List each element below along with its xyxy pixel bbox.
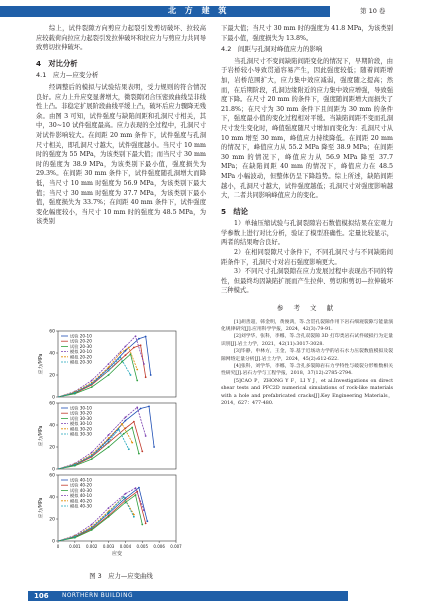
data-point [125, 420, 127, 422]
y-tick-label: 0 [52, 467, 55, 473]
volume-label: 第 10 卷 [360, 7, 386, 15]
data-point [123, 433, 125, 435]
y-tick-label: 60 [49, 329, 55, 335]
y-tick-label: 60 [49, 401, 55, 407]
paragraph: 当孔洞尺寸不变间缺陷间距变化的情况下，早期阶段，由于岩桥较小导致贯通容易产生，因此强度较低；随着间距增加，岩桥范围扩大，应力集中效应减弱，强度随之提高；然而，在后期阶段，孔洞边缘附近的应力集中效应增强，导致强度下降。在尺寸 20 mm 的条件下，强度随间距增大而损失了 21.8%；在尺寸为 30 mm 条件下且间距为 30 mm 的条件下，强度最小值的变化过程相对平缓。当缺陷间距不变而孔洞尺寸发生变化时，峰值强度随尺寸增加而变化为：孔洞尺寸从 10 mm 增至 30 mm，峰值应力持续降低。在间距 20 mm 的情况下，峰值应力从 55.2 MPa 降至 38.9 MPa；在间距 30 mm 的情况下，峰值应力从 56.9 MPa 降至 37.7 MPa；在缺陷间距 40 mm 的情况下，峰值应力在 48.5 MPa 小幅波动，但整体仍呈下降趋势。综上所述，缺陷间距越小，孔洞尺寸越大，试件强度越低；孔洞尺寸对强度影响越大，二者共同影响峰值应力的变化。 [221, 57, 393, 200]
data-point [74, 536, 76, 538]
data-point [136, 380, 138, 382]
stress-strain-figure [36, 327, 206, 567]
data-point [135, 335, 137, 337]
legend-label: 试验 20-30 [70, 343, 92, 349]
subsection-heading: 4.2 间距与孔洞对峰值应力的影响 [221, 45, 323, 54]
y-axis-label: 应力/MPa [39, 353, 44, 375]
page-header [0, 0, 427, 20]
x-tick-label: 0 [56, 544, 60, 549]
data-point [91, 383, 93, 385]
data-point [119, 352, 121, 354]
data-point [91, 455, 93, 457]
legend-label: 模拟 20-20 [70, 354, 92, 360]
data-point [108, 370, 110, 372]
header-bar [0, 6, 330, 17]
data-point [74, 392, 76, 394]
data-point [133, 347, 135, 349]
data-point [141, 451, 143, 453]
data-point [121, 423, 123, 425]
data-point [131, 442, 133, 444]
legend-label: 模拟 40-20 [70, 498, 92, 504]
data-point [145, 435, 147, 437]
data-point [108, 507, 110, 509]
x-axis-label: 应变 [111, 551, 123, 557]
x-tick-label: 0.007 [170, 544, 182, 549]
legend-label: 试验 30-20 [70, 410, 92, 416]
legend-label: 试验 20-10 [70, 333, 92, 339]
conclusion-2: 2）在相同裂隙尺寸条件下，不同孔洞尺寸与不同缺陷间距条件下，孔洞尺寸对岩石强度影响更大。 [221, 249, 393, 266]
data-point [143, 509, 145, 511]
data-point [140, 344, 142, 346]
legend-label: 模拟 30-20 [70, 426, 92, 432]
data-point [108, 441, 110, 443]
figure-svg [36, 327, 206, 567]
y-tick-label: 0 [52, 395, 55, 401]
data-point [138, 453, 140, 455]
y-tick-label: 20 [49, 445, 55, 451]
x-tick-label: 0.001 [69, 544, 81, 549]
data-point [108, 434, 110, 436]
legend-label: 模拟 40-10 [70, 493, 92, 499]
data-point [108, 512, 110, 514]
data-point [128, 448, 130, 450]
y-axis-label: 应力/MPa [39, 425, 44, 447]
legend-label: 模拟 20-30 [70, 359, 92, 365]
legend-label: 试验 30-10 [70, 405, 92, 411]
data-point [108, 366, 110, 368]
x-tick-label: 0.006 [153, 544, 165, 549]
x-tick-label: 0.005 [136, 544, 149, 549]
figure-caption: 图 3 应力—应变曲线 [89, 572, 153, 580]
legend-label: 试验 40-30 [70, 487, 92, 493]
legend-label: 模拟 30-30 [70, 431, 92, 437]
y-tick-label: 20 [49, 517, 55, 523]
data-point [153, 446, 155, 448]
reference-item: [1]胡善超，韩金明，黄俊鸿，等.含贯孔裂隙作用下岩石细观裂隙与能量演化规律研究[J].应用科学学报，2024，42(3):79-91. [221, 319, 393, 333]
legend-label: 模拟 40-30 [70, 503, 92, 509]
y-tick-label: 40 [49, 495, 55, 501]
data-point [108, 363, 110, 365]
data-point [136, 369, 138, 371]
data-point [138, 338, 140, 340]
data-point [135, 494, 137, 496]
y-tick-label: 60 [49, 473, 55, 479]
legend-label: 试验 40-20 [70, 482, 92, 488]
data-point [140, 408, 142, 410]
y-axis-label: 应力/MPa [39, 497, 44, 519]
reference-item: [2]刘学华，张科，李娜，等.含孔双裂隙 3D 打印类岩石试件破损行为定量识别[J].岩土力学，2021，42(11):3017-3028. [221, 334, 393, 347]
legend-label: 模拟 30-10 [70, 421, 92, 427]
reference-item: [4]张科，刘学华，李娜，等.含孔多裂隙岩石力学特性与破裂分形维数相关性研究[J].岩石力学与工程学报，2018，37(12):2785-2794. [221, 364, 393, 377]
paragraph: 下最大值；当尺寸 30 mm 时的强度为 41.8 MPa，为该类别下最小值，强度损失为 13.8%。 [221, 25, 393, 42]
data-point [128, 347, 130, 349]
references-title: 参 考 文 献 [276, 304, 338, 313]
x-tick-label: 0.004 [119, 544, 132, 549]
data-point [91, 527, 93, 529]
y-tick-label: 20 [49, 373, 55, 379]
data-point [108, 437, 110, 439]
data-point [145, 376, 147, 378]
data-point [131, 427, 133, 429]
data-point [108, 516, 110, 518]
journal-name: 北 方 建 筑 [168, 6, 230, 15]
data-point [91, 524, 93, 526]
data-point [74, 464, 76, 466]
legend-label: 试验 40-10 [70, 477, 92, 483]
series-line [58, 429, 129, 469]
subsection-heading: 4.1 应力—应变分析 [36, 71, 99, 80]
data-point [135, 487, 137, 489]
paragraph: 综上，试件裂隙方向剪应力起裂引发剪切破坏、拉较高应较载荷向拉应力起裂引发拉伸破坏和拉应力与剪应力共同导致剪切拉伸破坏。 [36, 25, 207, 52]
page-number: 106 [34, 592, 49, 600]
conclusion-3: 3）不同尺寸孔洞裂隙在应力发展过程中表现出不同的特性，但最终均因缺陷扩展而产生拉伸、剪切和剪切—拉伸破坏三种模式。 [221, 268, 393, 295]
data-point [125, 493, 127, 495]
y-tick-label: 40 [49, 423, 55, 429]
data-point [150, 374, 152, 376]
data-point [145, 523, 147, 525]
data-point [123, 496, 125, 498]
reference-item: [3]毕静，申林方，王金，等.基于近场动力学的岩石水力压裂数值模拟及裂隙网络定量分析[J].岩土力学，2024，45(2):612-622. [221, 349, 393, 362]
data-point [91, 380, 93, 382]
data-point [108, 374, 110, 376]
data-point [125, 416, 127, 418]
x-tick-label: 0.003 [102, 544, 115, 549]
data-point [136, 407, 138, 409]
legend-label: 模拟 20-10 [70, 349, 92, 355]
data-point [125, 350, 127, 352]
data-point [133, 421, 135, 423]
data-point [145, 336, 147, 338]
data-point [125, 354, 127, 356]
y-tick-label: 40 [49, 351, 55, 357]
paragraph: 经调整后的模拟与试验结果表明，受力规则的符合情况良好。应力上升应变显著增大，微裂隙闭合压密致曲线呈非线性上凸。非稳定扩展阶段曲线平缓上凸，破坏后应力骤降无残余。由图 3 可知，试件强度与缺陷间距和孔洞尺寸相关，其中，30~10 试件强度最高。应力表现的全过程中，孔洞尺寸对试件影响较大。在间距 20 mm 条件下，试件强度与孔洞尺寸相关，即孔洞尺寸越大，试件强度越小。当尺寸 10 mm 时的强度为 55 MPa，为该类别下最大值；而当尺寸 30 mm 时的强度为 38.9 MPa，为该类别下最小值，强度损失为 29.3%。在间距 30 mm 条件下，试件强度随孔洞增大而降低，当尺寸 10 mm 时强度为 56.9 MPa，为该类别下最大值；当尺寸 30 mm 时强度为 37.7 MPa，为该类别下最小值，强度损失为 33.7%；在间距 40 mm 条件下，试件强度变化幅度较小，当尺寸 10 mm 时的强度为 48.5 MPa，为该类别 [36, 83, 207, 226]
legend-label: 试验 20-20 [70, 338, 92, 344]
data-point [118, 429, 120, 431]
data-point [148, 406, 150, 408]
legend-label: 试验 30-30 [70, 415, 92, 421]
y-tick-label: 0 [52, 539, 55, 545]
data-point [91, 386, 93, 388]
page-footer [0, 590, 427, 603]
series-line [58, 357, 131, 397]
data-point [146, 520, 148, 522]
data-point [138, 487, 140, 489]
data-point [133, 514, 135, 516]
data-point [119, 357, 121, 359]
data-point [141, 524, 143, 526]
section-heading: 4 对比分析 [36, 58, 78, 68]
section-heading: 5 结论 [221, 206, 248, 216]
data-point [143, 363, 145, 365]
data-point [125, 346, 127, 348]
data-point [130, 374, 132, 376]
left-column [36, 24, 206, 227]
x-tick-label: 0.002 [85, 544, 98, 549]
conclusion-1: 1）单轴压缩试验与孔洞裂隙岩石数值模拟结果在宏观力学参数上进行对比分析，验证了模型准确性。定量比较显示，两者的结果吻合良好。 [221, 220, 393, 247]
data-point [91, 529, 93, 531]
reference-item: [5]CAO P，ZHONG Y F，LI Y J，et al.Investigations on direct shear tests and PFC2D numerical simulations of rock-like materials with a hole and prefabricated cracks[J].Key Engineering Materials，2014，627：477-480. [221, 378, 393, 407]
data-point [91, 458, 93, 460]
right-column [221, 24, 393, 408]
footer-journal-name: NORTHERN BUILDING [62, 593, 133, 599]
data-point [91, 452, 93, 454]
data-point [125, 502, 127, 504]
data-point [133, 516, 135, 518]
data-point [108, 446, 110, 448]
